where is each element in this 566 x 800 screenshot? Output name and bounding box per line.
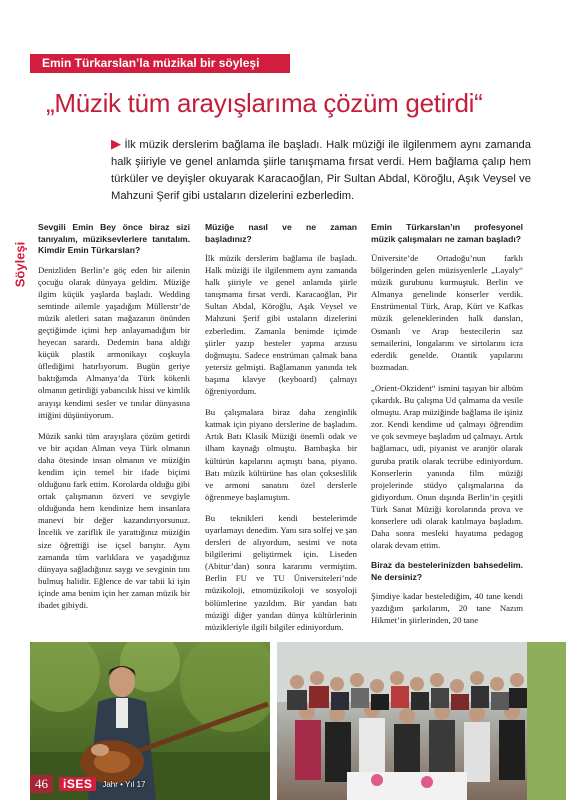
text-column-1 xyxy=(38,222,190,620)
side-label xyxy=(12,225,28,305)
group-illustration xyxy=(277,642,566,800)
page-number: 46 xyxy=(30,775,53,793)
paragraph: Şimdiye kadar bestelediğim, 40 tane kendi yazdığım şarkılarım, 20 tane Nazım Hikmet’in şiirlerinden, 20 tane xyxy=(371,591,523,626)
side-label-text: Söyleşi xyxy=(12,241,28,288)
lead-text: İlk müzik derslerim bağlama ile başladı. Halk müziği ile ilgilenmem aynı zamanda halk şiiriyle ve genel anlamda şiirle tanışmama fırsat verdi. Hem bağlama çalıp hem türküler ve deyişler okuyarak Karacaoğlan, Pir Sultan Abdal, Köroğlu, Aşık Veysel ve Mahzuni Şerif gibi ustaların dizelerini ezberledim. xyxy=(111,139,531,202)
article-lead xyxy=(111,135,531,205)
paragraph: Denizliden Berlin’e göç eden bir ailenin çocuğu olarak dünyaya geldim. Müziğe ilgim küçük yaşlarda başladı. Wedding semtinde ailemle yaşadığım Müllerstr’de müzik aletleri satan mağazanın önünden geçtiğimde içimi hep anlayamadığım bir heyecan sarardı. Dedemin bana aldığı küçük plastik armonikayı coşkuyla üflediğimi hatırlıyorum. Bugün geriye baktığımda Almanya’da Türk kökenli olmanın getirdiği yabancılık hissi ve kimlik arayışı kendimi sesler ve tınılar dünyasına ittiğini düşünüyorum. xyxy=(38,264,190,420)
text-column-2 xyxy=(205,222,357,642)
article-headline: „Müzik tüm arayışlarıma çözüm getirdi“ xyxy=(46,88,483,118)
question: Emin Türkarslan’ın profesyonel müzik çalışmaları ne zaman başladı? xyxy=(371,222,523,244)
page-footer xyxy=(30,773,145,795)
arrow-icon: ▶ xyxy=(111,136,122,151)
magazine-logo: iSES xyxy=(59,777,96,791)
paragraph: İlk müzik derslerim bağlama ile başladı. Halk müziği ile ilgilenmem aynı zamanda halk şiiriyle ve genel anlamda şiirle tanışmama fırsat verdi. Karacaoğlan, Pir Sultan Abdal, Köroğlu, Aşık Veysel ve Mahzuni Şerif gibi ustaların dizelerini ezberledim. Zamanla benimde içimde şiirler yazıp besteler yapma arzusu doğmuştu. Sadece enstrüman çalmak bana yetersiz gelmişti. Bağlamanın yanında tek başıma klavye (keyboard) çalmayı öğreniyordum. xyxy=(205,253,357,397)
question: Müziğe nasıl ve ne zaman başladınız? xyxy=(205,222,357,244)
question: Biraz da bestelerinizden bahsedelim. Ne dersiniz? xyxy=(371,560,523,582)
section-banner: Emin Türkarslan’la müzikal bir söyleşi xyxy=(30,54,290,73)
question: Sevgili Emin Bey önce biraz sizi tanıyalım, müziksevlerlere tanıtalım. Kimdir Emin Türkarslan? xyxy=(38,222,190,255)
group-photo xyxy=(277,642,566,800)
paragraph: „Orient-Okzident“ ismini taşıyan bir albüm çıkardık. Bu çalışma Ud çalmama da vesile olmuştu. Arap müziğinde bağlama ile işiniz zor. Kendi kendime ud çalmayı öğrendim ve çok sevmeye başladım ud çalmayı. Artık bağlamacı, udi, piyanist ve aranjör olarak guruba pratik olarak tecrübe ediniyordum. Konserlerin yanında film müziği projelerinde stüdyo çalışmalarına da gidiyordum. Onun dışında Berlin’in çeşitli Türk Sanat Müziği korolarında prova ve konserlere udi olarak katılmaya başladım. Daha sonra mesleki hayatıma pedagog olarak devam ettim. xyxy=(371,382,523,551)
paragraph: Bu teknikleri kendi bestelerimde uyarlamayı denedim. Yanı sıra solfej ve şan dersleri de alıyordum, sesimi ve nota bilgilerimi geliştirmek için. Liseden (Abitur’dan) sonra kararımı vermiştim. Berlin FU ve TU Üniversiteleri’nde müzikoloji, etnomüzikoloji ve sosyoloji bölümlerine yazıldım. Bir yandan batı müziği diğer yandan dünya kültürlerinin müzikleriyle ilgili bilgiler ediniyordum. xyxy=(205,512,357,632)
text-column-3 xyxy=(371,222,523,636)
paragraph: Bu çalışmalara biraz daha zenginlik katmak için piyano derslerine de başladım. Artık Batı Klasik Müziği önemli odak ve ilham kaynağı olmuştu. Bambaşka bir kültürün kapılarını açmıştı bana, piyano. Batı müzik kültürüne has olan çokseslilik ve armoni sanatını özel derslerle öğrenmeye başlamıştım. xyxy=(205,407,357,502)
paragraph: Üniversite’de Ortadoğu’nun farklı bölgerinden gelen müzisyenlerle „Layaly“ müzik gurubunu kurmuştuk. Berlin ve Almanya genelinde konserler verdik. Enstrümental Türk, Arap, Kürt ve Kafkas müzik geleneklerinden halk dansları, Osmanlı ve Arap bestecilerin saz semailerini, longalarını ve sirtolarını icra ederdik genelde. Otantik yapılarını bozmadan. xyxy=(371,253,523,372)
paragraph: Müzik sanki tüm arayışlara çözüm getirdi ve bir açıdan Alman veya Türk olmanın daha ötesinde insan olmanın ve müziğin kendim için temel bir ifade biçimi olduğunu fark ettim. Korolarda olduğu gibi ortak çalışmanın özveri ve sevgiyle olduğunda hem kendinize hem insanlara manevi bir değer kazandırıyorsunuz. İncelik ve zariflik ile yarattığınız müziğin size öğrettiği ise içsel barıştır. Aynı zamanda tüm varlıklara ve yaşadığınız dünyaya sağladığınız saygı ve sevginin tını bulmuş halidir. Eğlence de var tabii ki işin içinde ama benim için her zaman müzik bir ibadet gibiydi. xyxy=(38,430,190,611)
issue-label: Jahr • Yıl 17 xyxy=(102,779,146,789)
